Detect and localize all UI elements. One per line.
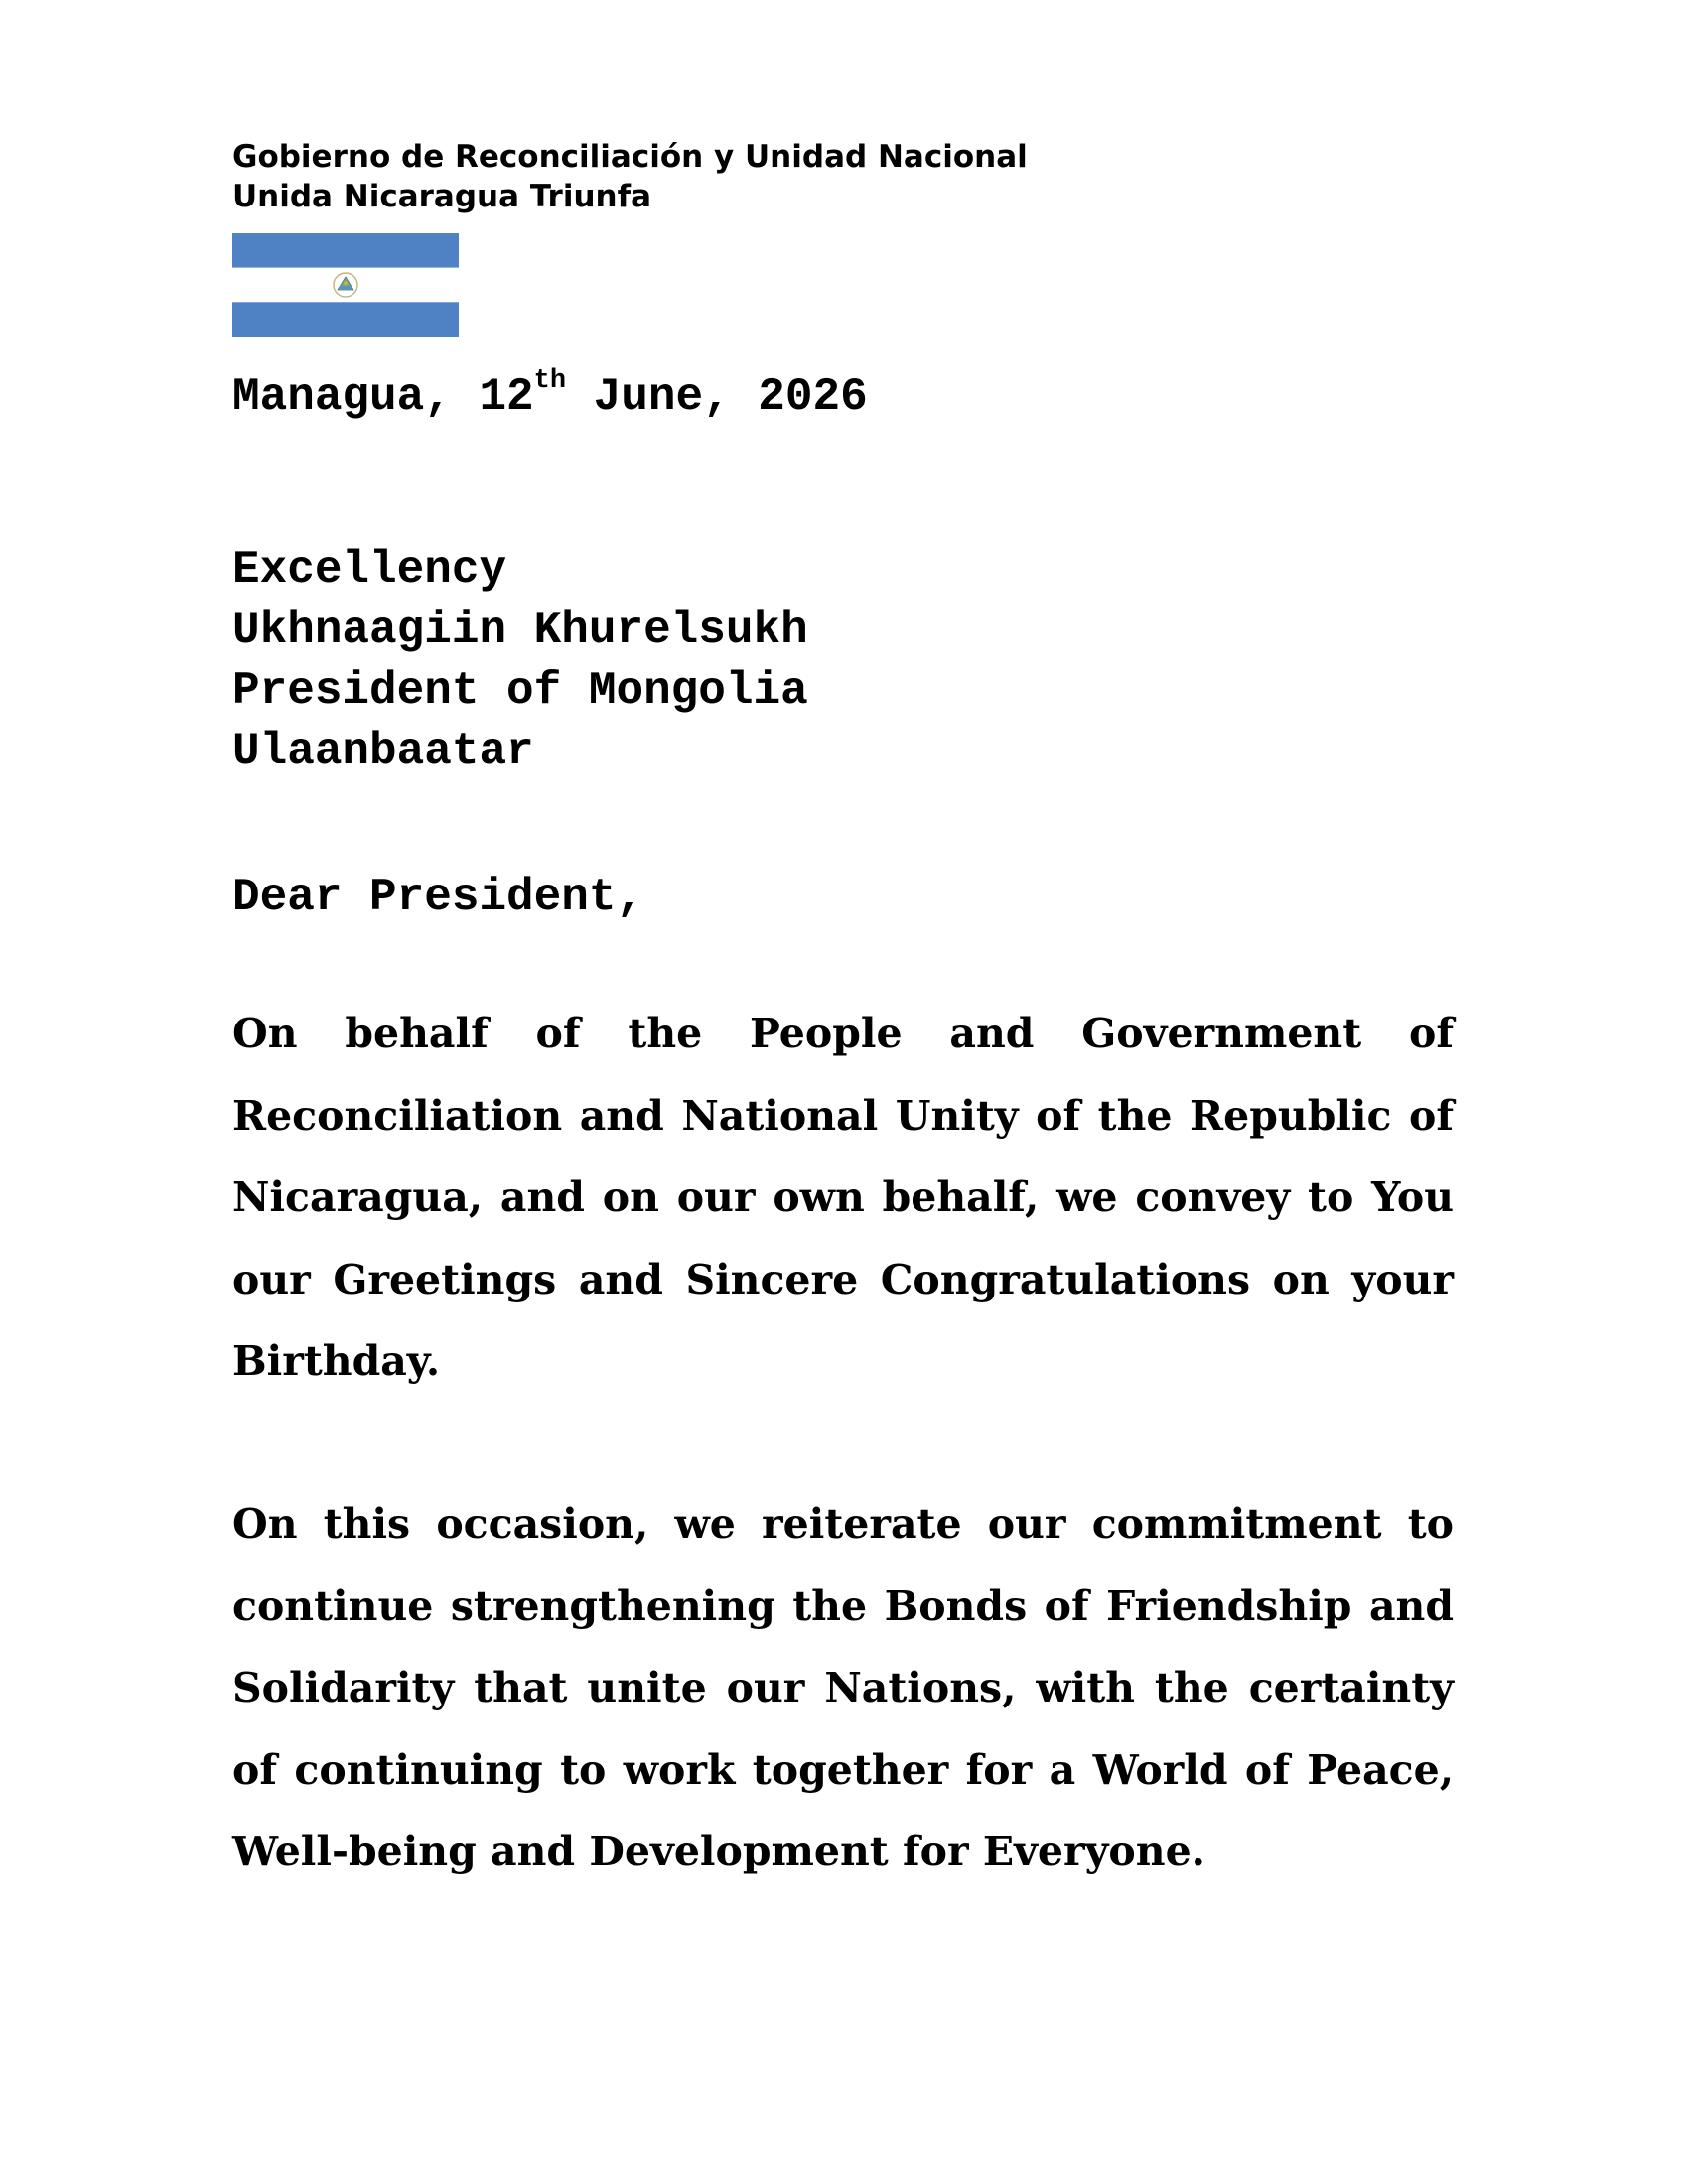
flag-top-stripe [232, 233, 459, 268]
body-paragraph-1: On behalf of the People and Government of Reconciliation and National Unity of the Republic of Nicaragua, and on our own behalf, we convey to You our Greetings and Sincere Congratulations on your Birthday. [232, 1010, 1454, 1385]
date-ordinal-suffix: th [533, 365, 567, 396]
letterhead-government-name: Gobierno de Reconciliación y Unidad Nacional [232, 139, 1028, 175]
recipient-block [232, 540, 808, 782]
salutation: Dear President, [232, 872, 644, 923]
letterhead-slogan: Unida Nicaragua Triunfa [232, 179, 652, 214]
letterhead [232, 137, 1028, 216]
nicaragua-flag-icon [232, 233, 459, 337]
recipient-city: Ulaanbaatar [232, 726, 534, 777]
recipient-position: President of Mongolia [232, 665, 808, 717]
flag-bottom-stripe [232, 302, 459, 337]
recipient-title: Excellency [232, 544, 507, 596]
recipient-name: Ukhnaagiin Khurelsukh [232, 605, 808, 656]
date-prefix: Managua, 12 [232, 371, 534, 423]
date-rest: June, 2026 [566, 371, 868, 423]
letter-date [232, 365, 868, 425]
body-paragraph-2: On this occasion, we reiterate our commitment to continue strengthening the Bonds of Friendship and Solidarity that unite our Nations, with the certainty of continuing to work together for a World of Peace, Well-being and Development for Everyone. [232, 1500, 1454, 1875]
